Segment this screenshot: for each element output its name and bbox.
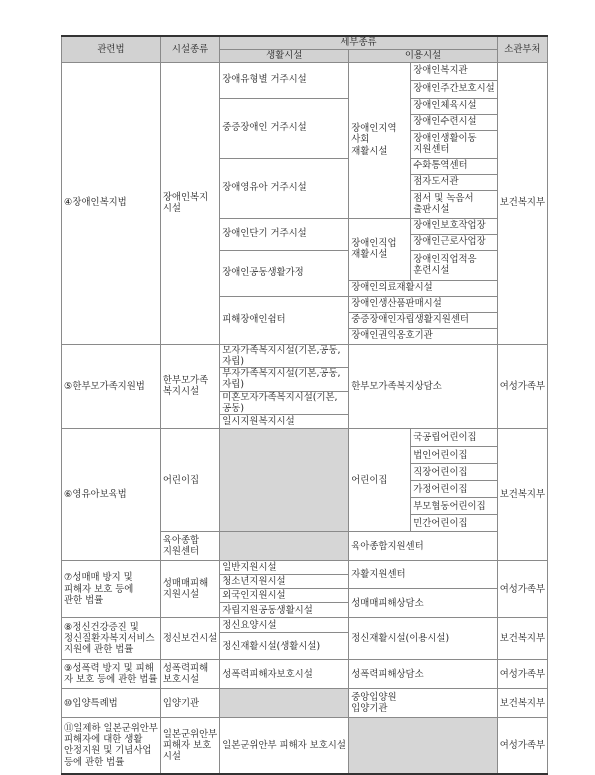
usage-cell: 성매매피해상담소 bbox=[349, 589, 498, 618]
text-line: 피해자에 대한 생활 bbox=[64, 734, 143, 746]
text-line: 지원시설 bbox=[162, 589, 200, 601]
usage-cell: 가정어린이집 bbox=[411, 481, 498, 498]
law-cell: ⑩입양특례법 bbox=[62, 689, 161, 718]
text-line: 재활시설 bbox=[351, 145, 388, 157]
text-line: 중앙입양원 bbox=[351, 691, 397, 703]
empty-gray-cell bbox=[349, 718, 498, 774]
living-cell: 정신재활시설(생활시설) bbox=[220, 633, 349, 660]
usage-cell: 육아종합지원센터 bbox=[349, 532, 498, 561]
text-line: 육아종합 bbox=[162, 534, 200, 546]
text-line: 보호시설 bbox=[162, 674, 200, 686]
empty-gray-cell bbox=[220, 532, 349, 561]
usage-cell: 민간어린이집 bbox=[411, 515, 498, 532]
text-line: 점서 및 녹음서 bbox=[413, 192, 474, 204]
facility-cell: 어린이집 bbox=[160, 429, 219, 532]
text-line: ⑦성매매 방지 및 bbox=[64, 572, 133, 584]
living-cell: 장애유형별 거주시설 bbox=[220, 62, 349, 98]
usage-cell: 한부모가족복지상담소 bbox=[349, 344, 498, 429]
text-line: 장애인직업 bbox=[351, 237, 397, 249]
text-line: 지원센터 bbox=[413, 144, 450, 155]
ministry-cell: 여성가족부 bbox=[497, 344, 547, 429]
living-cell: 장애인공동생활가정 bbox=[220, 250, 349, 296]
usage-cell: 장애인복지관 bbox=[411, 62, 498, 80]
law-cell: ④장애인복지법 bbox=[62, 62, 161, 344]
living-cell: 자립지원공동생활시설 bbox=[220, 603, 349, 618]
header-detail-type: 세부종류 bbox=[220, 36, 498, 49]
text-line: 시설 bbox=[162, 203, 181, 214]
living-cell: 청소년지원시설 bbox=[220, 575, 349, 589]
ministry-cell: 보건복지부 bbox=[497, 689, 547, 718]
text-line: 안정지원 및 기념사업 bbox=[64, 745, 152, 757]
empty-gray-cell bbox=[220, 429, 349, 532]
header-ministry: 소관부처 bbox=[497, 36, 547, 62]
living-cell: 피해장애인쉼터 bbox=[220, 296, 349, 344]
text-line: 장애인직업적응 bbox=[413, 253, 477, 265]
usage-cell: 국공립어린이집 bbox=[411, 429, 498, 447]
usage-cell: 장애인의료재활시설 bbox=[349, 280, 498, 296]
living-cell: 일반지원시설 bbox=[220, 561, 349, 575]
header-living: 생활시설 bbox=[220, 49, 349, 62]
text-line: 장애인지역 bbox=[351, 123, 397, 135]
text-line: 사회 bbox=[351, 134, 370, 146]
living-cell: 부자가족복지시설(기본,공동,자립) bbox=[220, 368, 349, 392]
facility-cell bbox=[160, 718, 219, 774]
text-line: 한부모가족 bbox=[162, 375, 209, 387]
living-cell: 장애인단기 거주시설 bbox=[220, 218, 349, 250]
text-line: ⑪일제하 일본군위안부 bbox=[64, 722, 158, 734]
text-line: 성매매피해 bbox=[162, 577, 209, 589]
text-line: 관한 법률 bbox=[64, 594, 104, 606]
law-cell bbox=[62, 561, 161, 618]
law-cell: ⑤한부모가족지원법 bbox=[62, 344, 161, 429]
law-cell bbox=[62, 718, 161, 774]
welfare-facility-table bbox=[61, 35, 548, 775]
text-line: 장애인복지 bbox=[162, 191, 209, 203]
text-line: 재활시설 bbox=[351, 249, 388, 260]
text-line: 복지시설 bbox=[162, 386, 200, 398]
facility-cell bbox=[160, 660, 219, 689]
usage-cell: 장애인주간보호시설 bbox=[411, 80, 498, 98]
usage-cell: 성폭력피해상담소 bbox=[349, 660, 498, 689]
living-cell: 일시지원복지시설 bbox=[220, 415, 349, 429]
text-line: 정신질환자복지서비스 bbox=[64, 633, 155, 645]
text-line: 지원에 관한 법률 bbox=[64, 644, 134, 656]
facility-cell bbox=[160, 532, 219, 561]
usage-cell: 장애인권익옹호기관 bbox=[349, 328, 498, 344]
facility-cell: 입양기관 bbox=[160, 689, 219, 718]
usage-cell: 수화통역센터 bbox=[411, 158, 498, 174]
usage-cell bbox=[411, 250, 498, 280]
living-cell: 중증장애인 거주시설 bbox=[220, 98, 349, 158]
usage-cell: 자활지원센터 bbox=[349, 561, 498, 589]
living-cell: 미혼모자가족복지시설(기본, 공동) bbox=[220, 391, 349, 415]
law-cell: ⑥영유아보육법 bbox=[62, 429, 161, 561]
usage-cell: 장애인체육시설 bbox=[411, 98, 498, 114]
text-line: 시설 bbox=[162, 751, 181, 763]
text-line: 피해자 보호 등에 bbox=[64, 583, 134, 595]
text-line: ⑧정신건강증진 및 bbox=[64, 621, 139, 633]
usage-cell bbox=[411, 190, 498, 218]
text-line: 피해자 보호 bbox=[162, 739, 212, 751]
usage-cell: 장애인보호작업장 bbox=[411, 218, 498, 234]
living-cell: 일본군위안부 피해자 보호시설 bbox=[220, 718, 349, 774]
usage-cell: 정신재활시설(이용시설) bbox=[349, 618, 498, 660]
text-line: 등에 관한 법률 bbox=[64, 756, 125, 768]
law-cell bbox=[62, 618, 161, 660]
usage-cell: 부모협동어린이집 bbox=[411, 498, 498, 515]
ministry-cell: 보건복지부 bbox=[497, 618, 547, 660]
text-line: 출판시설 bbox=[413, 204, 450, 215]
facility-cell bbox=[160, 561, 219, 618]
usage-cell bbox=[349, 689, 498, 718]
facility-cell bbox=[160, 62, 219, 344]
ministry-cell: 여성가족부 bbox=[497, 561, 547, 618]
text-line: 성폭력피해 bbox=[162, 662, 209, 674]
usage-group-cell bbox=[349, 62, 411, 218]
ministry-cell: 보건복지부 bbox=[497, 429, 547, 561]
text-line: 일본군위안부 bbox=[162, 728, 218, 740]
usage-cell: 점자도서관 bbox=[411, 174, 498, 190]
text-line: 훈련시설 bbox=[413, 265, 450, 276]
header-facility-type: 시설종류 bbox=[160, 36, 219, 62]
usage-cell: 장애인근로사업장 bbox=[411, 234, 498, 250]
usage-cell: 중증장애인자립생활지원센터 bbox=[349, 312, 498, 328]
usage-group-cell bbox=[349, 218, 411, 280]
facility-cell: 정신보건시설 bbox=[160, 618, 219, 660]
law-cell bbox=[62, 660, 161, 689]
living-cell: 외국인지원시설 bbox=[220, 589, 349, 603]
facility-cell bbox=[160, 344, 219, 429]
header-law: 관련법 bbox=[62, 36, 161, 62]
ministry-cell: 보건복지부 bbox=[497, 62, 547, 344]
text-line: 장애인생활이동 bbox=[413, 132, 477, 144]
usage-cell: 직장어린이집 bbox=[411, 464, 498, 481]
empty-gray-cell bbox=[220, 689, 349, 718]
living-cell: 장애영유아 거주시설 bbox=[220, 158, 349, 218]
usage-cell bbox=[411, 130, 498, 158]
usage-group-cell: 어린이집 bbox=[349, 429, 411, 532]
living-cell: 성폭력피해자보호시설 bbox=[220, 660, 349, 689]
header-usage: 이용시설 bbox=[349, 49, 498, 62]
usage-cell: 법인어린이집 bbox=[411, 447, 498, 464]
text-line: ⑨성폭력 방지 및 피해 bbox=[64, 662, 154, 674]
ministry-cell: 여성가족부 bbox=[497, 718, 547, 774]
text-line: 자 보호 등에 관한 법률 bbox=[64, 674, 158, 686]
ministry-cell: 여성가족부 bbox=[497, 660, 547, 689]
living-cell: 정신요양시설 bbox=[220, 618, 349, 633]
text-line: 입양기관 bbox=[351, 703, 388, 715]
usage-cell: 장애인생산품판매시설 bbox=[349, 296, 498, 312]
text-line: 지원센터 bbox=[162, 546, 200, 558]
living-cell: 모자가족복지시설(기본,공동,자립) bbox=[220, 344, 349, 368]
usage-cell: 장애인수련시설 bbox=[411, 114, 498, 130]
